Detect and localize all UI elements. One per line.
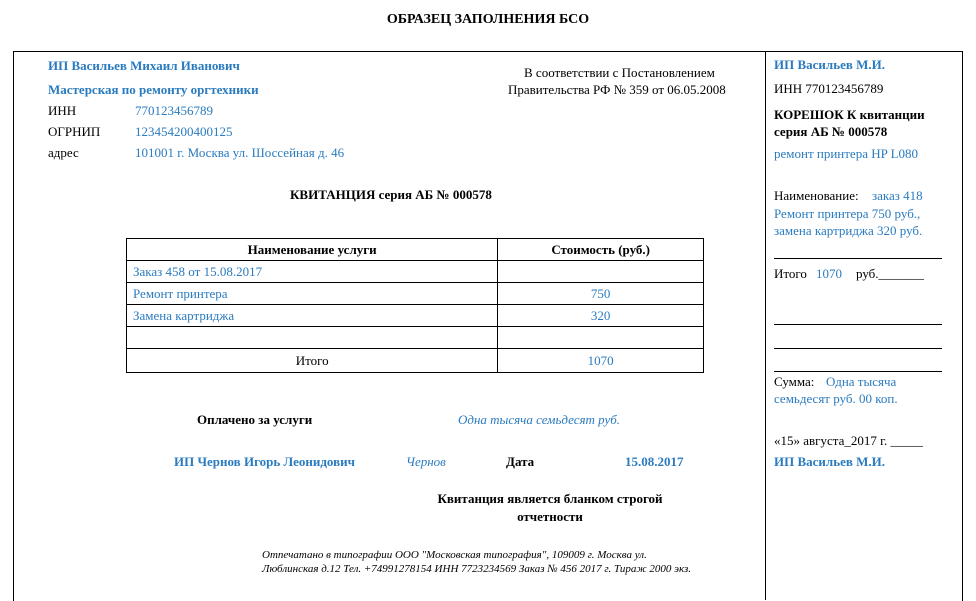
stub-name-label: Наименование: xyxy=(774,188,859,203)
org-name: Мастерская по ремонту оргтехники xyxy=(48,82,259,97)
stub-name-line-2: Ремонт принтера 750 руб., xyxy=(774,206,921,221)
header-service: Наименование услуги xyxy=(127,239,498,261)
stub-sum-line-2: семьдесят руб. 00 коп. xyxy=(774,391,898,406)
ogrnip-value: 123454200400125 xyxy=(135,124,233,139)
service-cost: 750 xyxy=(498,283,704,305)
service-cost xyxy=(498,261,704,283)
inn-label: ИНН xyxy=(48,103,77,118)
stub-date-line: «15» августа_2017 г. _____ xyxy=(774,433,923,448)
stub-name-line-1: заказ 418 xyxy=(872,188,923,203)
stub-separator xyxy=(765,51,766,600)
services-table xyxy=(126,238,704,373)
strict-form-line-2: отчетности xyxy=(517,509,583,524)
table-row xyxy=(127,283,704,305)
stub-sum-label: Сумма: xyxy=(774,374,815,389)
signature: Чернов xyxy=(406,454,446,469)
service-cost: 320 xyxy=(498,305,704,327)
ip-name: ИП Васильев Михаил Иванович xyxy=(48,58,240,73)
service-cost xyxy=(498,327,704,349)
stub-ip-name: ИП Васильев М.И. xyxy=(774,57,885,72)
table-row xyxy=(127,305,704,327)
strict-form-line-1: Квитанция является бланком строгой xyxy=(437,491,663,506)
table-total-row xyxy=(127,349,704,373)
print-note: Отпечатано в типографии ООО "Московская типография", 109009 г. Москва ул. Люблинская д.12 Тел. +74991278154 ИНН 7723234569 Заказ № 456 2017 г. Тираж 2000 экз. xyxy=(262,549,691,575)
stub-underline xyxy=(774,324,942,325)
table-row xyxy=(127,261,704,283)
ogrnip-label: ОГРНИП xyxy=(48,124,101,139)
table-row xyxy=(127,327,704,349)
service-name: Ремонт принтера xyxy=(127,283,498,305)
stub-underline xyxy=(774,258,942,259)
service-name: Замена картриджа xyxy=(127,305,498,327)
stub-sum-line-1: Одна тысяча xyxy=(826,374,897,389)
stub-inn: ИНН 770123456789 xyxy=(774,81,884,96)
stub-name-line-3: замена картриджа 320 руб. xyxy=(774,223,923,238)
address-label: адрес xyxy=(48,145,79,160)
stub-title-line-1: КОРЕШОК К квитанции xyxy=(774,107,925,122)
header-cost: Стоимость (руб.) xyxy=(498,239,704,261)
date-value: 15.08.2017 xyxy=(625,454,684,469)
decree-line-2: Правительства РФ № 359 от 06.05.2008 xyxy=(508,82,726,97)
decree-line-1: В соответствии с Постановлением xyxy=(524,65,715,80)
stub-total-value: 1070 xyxy=(816,266,842,281)
receipt-title: КВИТАНЦИЯ серия АБ № 000578 xyxy=(290,187,492,202)
address-value: 101001 г. Москва ул. Шоссейная д. 46 xyxy=(135,145,345,160)
table-header-row xyxy=(127,239,704,261)
stub-subject: ремонт принтера HP L080 xyxy=(774,146,919,161)
inn-value: 770123456789 xyxy=(135,103,213,118)
stub-ip-name-bottom: ИП Васильев М.И. xyxy=(774,454,885,469)
service-name xyxy=(127,327,498,349)
paid-value: Одна тысяча семьдесят руб. xyxy=(458,412,621,427)
total-value: 1070 xyxy=(498,349,704,373)
stub-underline xyxy=(774,348,942,349)
signer-name: ИП Чернов Игорь Леонидович xyxy=(174,454,355,469)
page-title: ОБРАЗЕЦ ЗАПОЛНЕНИЯ БСО xyxy=(386,12,590,27)
total-label: Итого xyxy=(127,349,498,373)
stub-title-line-2: серия АБ № 000578 xyxy=(774,124,888,139)
stub-total-unit: руб._______ xyxy=(856,266,925,281)
service-name: Заказ 458 от 15.08.2017 xyxy=(127,261,498,283)
stub-total-label: Итого xyxy=(774,266,807,281)
date-label: Дата xyxy=(506,454,535,469)
paid-label: Оплачено за услуги xyxy=(197,412,313,427)
stub-underline xyxy=(774,371,942,372)
